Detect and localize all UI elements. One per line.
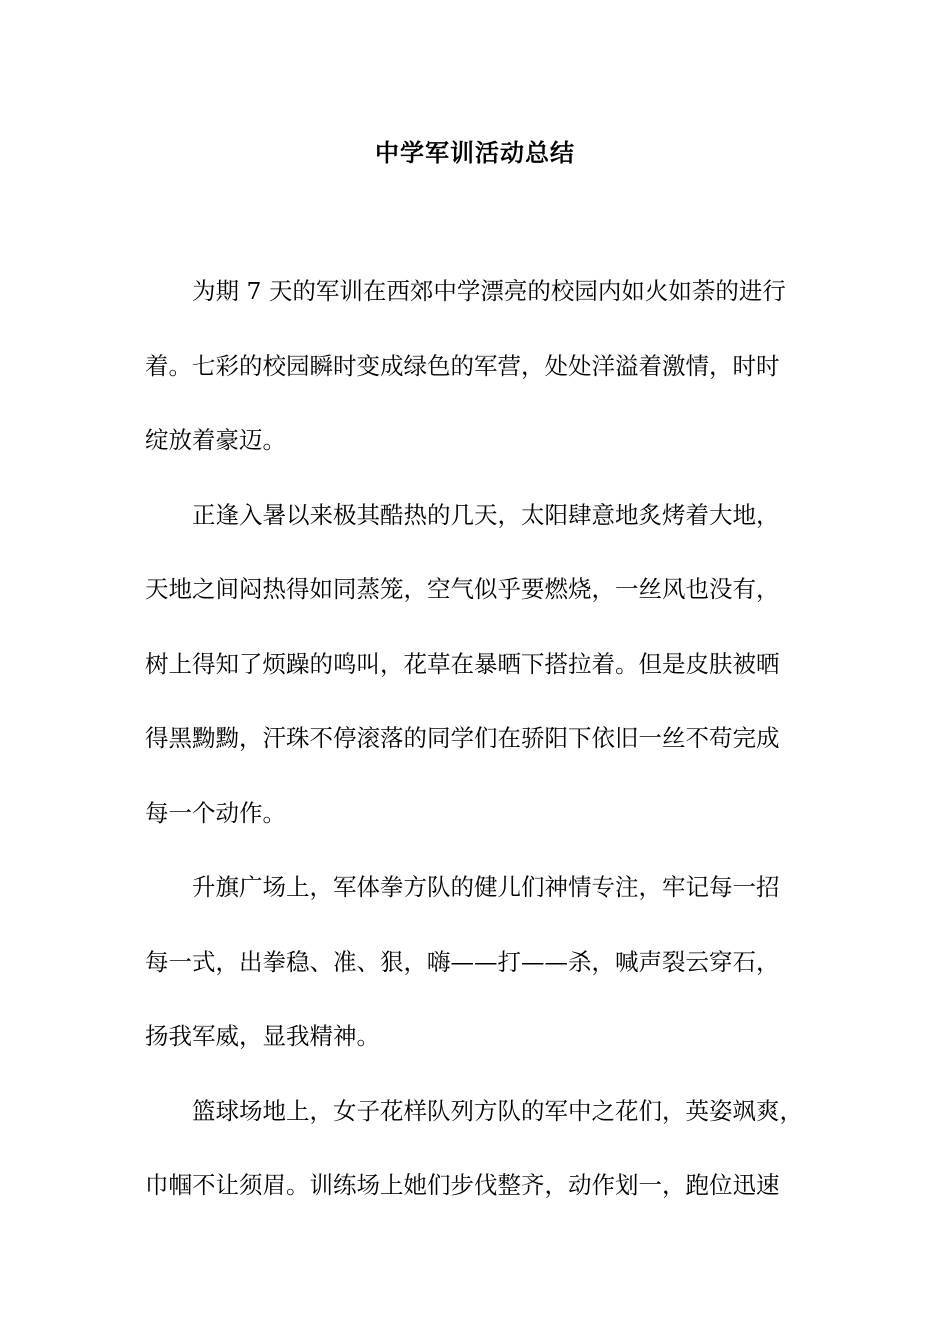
paragraph-line: 每一个动作。 <box>145 798 286 827</box>
document-title: 中学军训活动总结 <box>375 138 575 167</box>
paragraph-line: 扬我军威，显我精神。 <box>145 1022 380 1050</box>
paragraph-line: 巾帼不让须眉。训练场上她们步伐整齐，动作划一，跑位迅速 <box>145 1171 780 1199</box>
paragraph-line: 升旗广场上，军体拳方队的健儿们神情专注，牢记每一招 <box>192 873 780 901</box>
paragraph-line: 天地之间闷热得如同蒸笼，空气似乎要燃烧，一丝风也没有， <box>145 575 780 603</box>
paragraph-line: 着。七彩的校园瞬时变成绿色的军营，处处洋溢着激情，时时 <box>145 351 780 380</box>
paragraph-2 <box>145 478 835 851</box>
paragraph-line: 为期 7 天的军训在西郊中学漂亮的校园内如火如荼的进行 <box>192 277 786 305</box>
paragraph-3 <box>145 850 835 1074</box>
paragraph-line: 篮球场地上，女子花样队列方队的军中之花们，英姿飒爽， <box>192 1096 803 1125</box>
paragraph-line: 每一式，出拳稳、准、狠，嗨——打——杀，喊声裂云穿石， <box>145 947 780 976</box>
paragraph-line: 绽放着豪迈。 <box>145 426 286 454</box>
paragraph-1 <box>145 254 835 478</box>
document-body <box>145 254 835 1223</box>
paragraph-line: 得黑黝黝，汗珠不停滚落的同学们在骄阳下依旧一丝不苟完成 <box>145 724 780 752</box>
paragraph-line: 树上得知了烦躁的鸣叫，花草在暴晒下搭拉着。但是皮肤被晒 <box>145 649 780 678</box>
paragraph-line: 正逢入暑以来极其酷热的几天，太阳肆意地炙烤着大地， <box>192 500 780 529</box>
paragraph-4 <box>145 1074 835 1223</box>
